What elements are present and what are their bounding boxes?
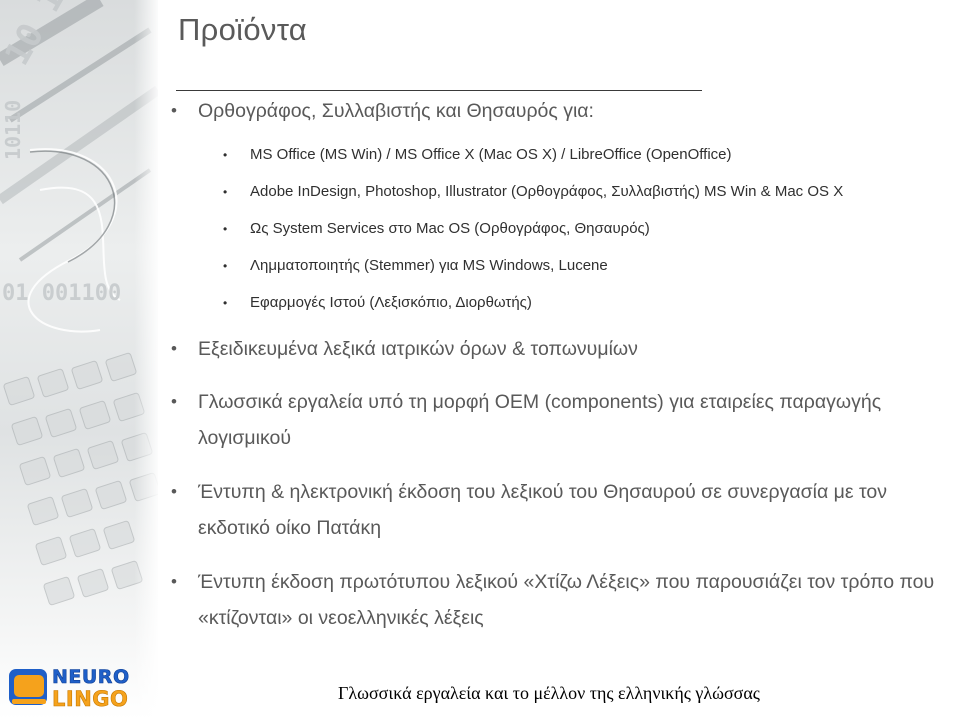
bullet-text: Γλωσσικά εργαλεία υπό τη μορφή OEM (components) για εταιρείες παραγωγής λογισμικού — [198, 391, 882, 449]
bullet-item — [168, 93, 938, 129]
bullet-item — [168, 331, 938, 367]
bullet-list — [168, 93, 938, 636]
sub-bullet-item — [168, 218, 938, 240]
sub-bullet-marker: • — [223, 148, 228, 162]
title-divider — [176, 90, 702, 91]
sub-bullet-marker: • — [223, 185, 228, 199]
logo-icon-screen — [14, 675, 44, 697]
logo-text-lingo: LINGO — [52, 687, 129, 709]
bullet-marker: • — [171, 339, 177, 358]
sub-bullet-marker: • — [223, 259, 228, 273]
bullet-marker: • — [171, 392, 177, 411]
bullet-text: Ορθογράφος, Συλλαβιστής και Θησαυρός για: — [198, 100, 594, 122]
bullet-marker: • — [171, 101, 177, 120]
sub-bullet-item — [168, 144, 938, 166]
bullet-item — [168, 564, 938, 636]
sub-bullet-marker: • — [223, 222, 228, 236]
sub-bullet-text: MS Office (MS Win) / MS Office X (Mac OS X) / LibreOffice (OpenOffice) — [250, 146, 732, 163]
sub-bullet-text: Λημματοποιητής (Stemmer) για MS Windows, Lucene — [250, 257, 608, 274]
slide-footer: Γλωσσικά εργαλεία και το μέλλον της ελληνικής γλώσσας — [338, 683, 760, 703]
sub-bullet-item — [168, 292, 938, 314]
slide-title: Προϊόντα — [178, 12, 308, 47]
sub-bullet-text: Ως System Services στο Mac OS (Ορθογράφος, Θησαυρός) — [250, 220, 650, 237]
bullet-text: Έντυπη έκδοση πρωτότυπου λεξικού «Χτίζω Λέξεις» που παρουσιάζει τον τρόπο που «κτίζονται» οι νεοελληνικές λέξεις — [198, 571, 935, 629]
bullet-text: Έντυπη & ηλεκτρονική έκδοση του λεξικού του Θησαυρού σε συνεργασία με τον εκδοτικό οίκο Πατάκη — [198, 481, 888, 539]
sub-bullet-item — [168, 255, 938, 277]
bullet-text: Εξειδικευμένα λεξικά ιατρικών όρων & τοπωνυμίων — [198, 338, 638, 360]
sidebar-artwork — [0, 0, 158, 720]
logo-text-neuro: NEURO — [52, 666, 130, 688]
sub-bullet-text: Adobe InDesign, Photoshop, Illustrator (Ορθογράφος, Συλλαβιστής) MS Win & Mac OS X — [250, 183, 844, 200]
bullet-marker: • — [171, 482, 177, 501]
bullet-item — [168, 474, 938, 546]
sub-bullet-marker: • — [223, 296, 228, 310]
decorative-sidebar — [0, 0, 158, 720]
bullet-marker: • — [171, 572, 177, 591]
logo-icon-base — [12, 699, 46, 704]
sub-bullet-item — [168, 181, 938, 203]
neurolingo-logo — [8, 663, 153, 709]
sub-bullet-text: Εφαρμογές Ιστού (Λεξισκόπιο, Διορθωτής) — [250, 294, 532, 311]
bullet-item — [168, 384, 938, 456]
